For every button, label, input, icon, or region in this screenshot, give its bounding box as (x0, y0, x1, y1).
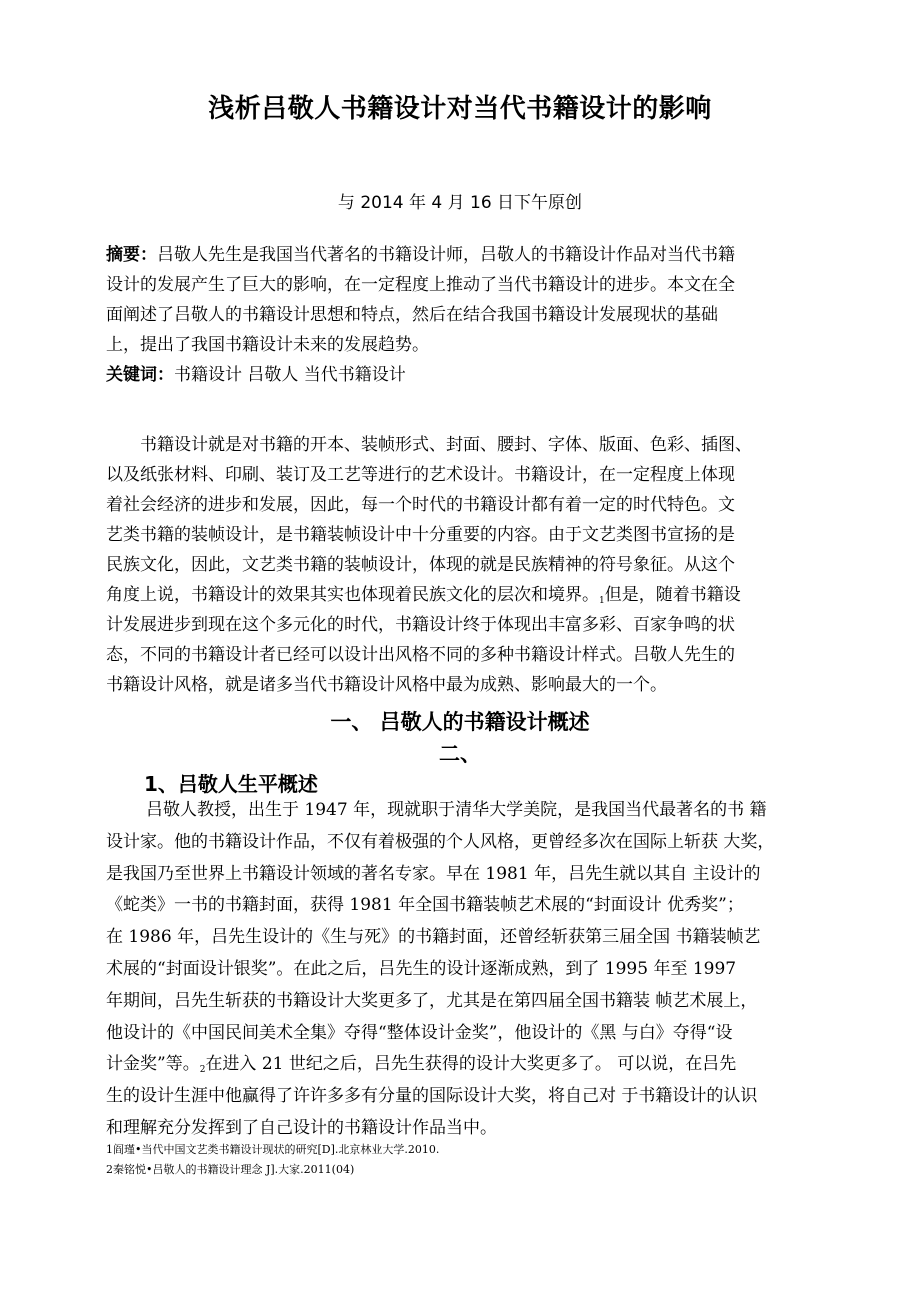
paragraph-line: 以及纸张材料、印刷、装订及工艺等进行的艺术设计。书籍设计，在一定程度上体现 (106, 465, 735, 485)
paragraph-text: 角度上说，书籍设计的效果其实也体现着民族文化的层次和境界。 (106, 585, 599, 605)
paragraph-line: 和理解充分发挥到了自己设计的书籍设计作品当中。 (106, 1117, 497, 1138)
paragraph-line: 在 1986 年，吕先生设计的《生与死》的书籍封面，还曾经斩获第三届全国 书籍装帧艺 (106, 927, 761, 948)
paragraph-text: 计金奖”等。 (106, 1054, 200, 1075)
section-heading: 一、 吕敬人的书籍设计概述 (330, 710, 590, 734)
paragraph-line: 着社会经济的进步和发展，因此，每一个时代的书籍设计都有着一定的时代特色。文 (106, 495, 735, 515)
paragraph-line: 术展的“封面设计银奖”。在此之后，吕先生的设计逐渐成熟，到了 1995 年至 1997 (106, 958, 737, 979)
footnote-number: 1 (106, 1143, 113, 1156)
paragraph-line: 年期间，吕先生斩获的书籍设计大奖更多了，尤其是在第四届全国书籍装 帧艺术展上， (106, 990, 758, 1011)
biography-paragraph (106, 795, 816, 1145)
paragraph-line: 吕敬人教授，出生于 1947 年，现就职于清华大学美院，是我国当代最著名的书 籍 (146, 800, 767, 820)
keywords-text: 书籍设计 吕敬人 当代书籍设计 (174, 365, 406, 385)
paragraph-line (106, 1049, 816, 1081)
abstract-line (106, 240, 806, 270)
paragraph-line: 设计家。他的书籍设计作品，不仅有着极强的个人风格，更曾经多次在国际上斩获 大奖， (106, 831, 775, 852)
paragraph-line: 艺类书籍的装帧设计，是书籍装帧设计中十分重要的内容。由于文艺类图书宣扬的是 (106, 525, 735, 545)
paragraph-line (106, 580, 816, 610)
footnote-number: 2 (106, 1163, 113, 1176)
abstract-label: 摘要： (106, 245, 157, 265)
paragraph-text: 但是，随着书籍设 (604, 585, 741, 605)
abstract-line: 设计的发展产生了巨大的影响，在一定程度上推动了当代书籍设计的进步。本文在全 (106, 275, 735, 295)
abstract-text: 吕敬人先生是我国当代著名的书籍设计师，吕敬人的书籍设计作品对当代书籍 (157, 245, 735, 265)
paragraph-line: 是我国乃至世界上书籍设计领域的著名专家。早在 1981 年，吕先生就以其自 主设计的 (106, 863, 761, 884)
keywords-label: 关键词： (106, 365, 174, 385)
footnote-ref: 1 (599, 596, 605, 606)
paragraph-line: 态，不同的书籍设计者已经可以设计出风格不同的多种书籍设计样式。吕敬人先生的 (106, 645, 735, 665)
paragraph-line: 《蛇类》一书的书籍封面，获得 1981 年全国书籍装帧艺术展的“封面设计 优秀奖”； (106, 895, 744, 916)
abstract-line: 面阐述了吕敬人的书籍设计思想和特点，然后在结合我国书籍设计发展现状的基础 (106, 305, 718, 325)
footnote (106, 1140, 806, 1160)
footnote-text: 秦铭悦•吕敬人的书籍设计理念 J].大家.2011(04) (113, 1163, 355, 1176)
subsection-heading: 1、吕敬人生平概述 (144, 772, 318, 796)
footnote-text: 阎瑾•当代中国文艺类书籍设计现状的研究[D].北京林业大学.2010. (113, 1143, 440, 1156)
paragraph-text: 在进入 21 世纪之后，吕先生获得的设计大奖更多了。 可以说，在吕先 (205, 1054, 737, 1075)
paragraph-line: 他设计的《中国民间美术全集》夺得“整体设计金奖”，他设计的《黑 与白》夺得“设 (106, 1022, 733, 1043)
footnote (106, 1160, 806, 1180)
section-heading-secondary: 二、 (439, 742, 481, 766)
keywords-line (106, 360, 806, 390)
abstract-block (106, 240, 806, 390)
paragraph-line: 民族文化，因此，文艺类书籍的装帧设计，体现的就是民族精神的符号象征。从这个 (106, 555, 735, 575)
paragraph-line: 书籍设计就是对书籍的开本、装帧形式、封面、腰封、字体、版面、色彩、插图、 (140, 435, 752, 455)
intro-paragraph (106, 430, 816, 700)
page-title: 浅析吕敬人书籍设计对当代书籍设计的影响 (208, 94, 712, 124)
footnotes (106, 1140, 806, 1180)
paragraph-line: 书籍设计风格，就是诸多当代书籍设计风格中最为成熟、影响最大的一个。 (106, 675, 667, 695)
byline: 与 2014 年 4 月 16 日下午原创 (337, 193, 583, 213)
footnote-ref: 2 (199, 1065, 206, 1076)
abstract-line: 上，提出了我国书籍设计未来的发展趋势。 (106, 335, 429, 355)
paragraph-line: 计发展进步到现在这个多元化的时代，书籍设计终于体现出丰富多彩、百家争鸣的状 (106, 615, 735, 635)
paragraph-line: 生的设计生涯中他赢得了许许多多有分量的国际设计大奖，将自己对 于书籍设计的认识 (106, 1086, 758, 1107)
